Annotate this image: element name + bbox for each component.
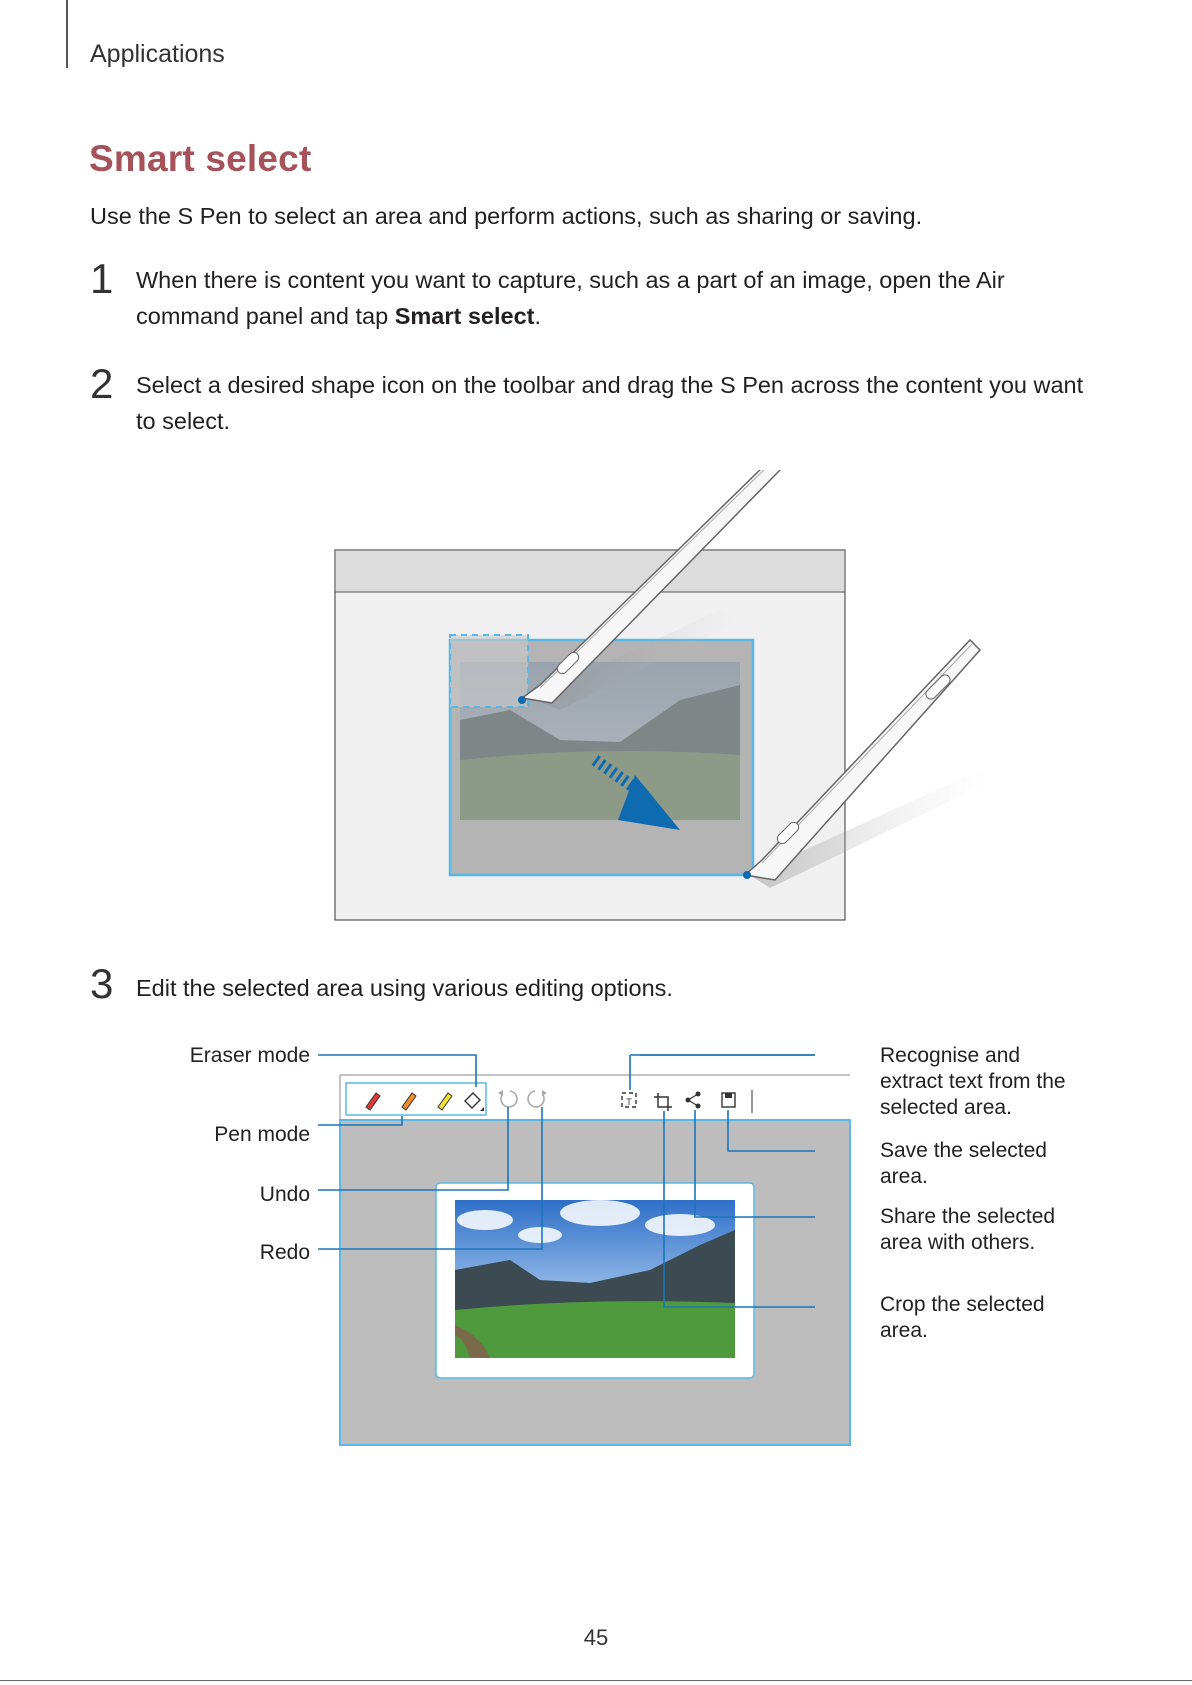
callout-pen-mode: Pen mode bbox=[214, 1123, 310, 1146]
pen-red-icon bbox=[366, 1093, 380, 1110]
page-number: 45 bbox=[583, 1625, 609, 1650]
pen-orange-icon bbox=[402, 1093, 416, 1110]
pen-yellow-icon bbox=[438, 1093, 452, 1110]
callout-share: Share the selected area with others. bbox=[880, 1205, 1056, 1254]
pen-mode-group bbox=[346, 1083, 486, 1115]
eraser-icon bbox=[465, 1093, 484, 1111]
step-number-1: 1 bbox=[90, 255, 114, 302]
undo-icon bbox=[498, 1090, 517, 1107]
step-text-2: Select a desired shape icon on the toolbar and drag the S Pen across the content you want to select. bbox=[136, 372, 1084, 434]
green-field bbox=[455, 1301, 735, 1358]
smart-select-term: Smart select bbox=[394, 303, 535, 329]
smart-select-illustration bbox=[300, 470, 1020, 930]
share-icon bbox=[686, 1092, 701, 1109]
callout-save: Save the selected area. bbox=[880, 1139, 1047, 1188]
intro-text: Use the S Pen to select an area and perform actions, such as sharing or saving. bbox=[90, 203, 923, 229]
grass-field bbox=[460, 751, 740, 820]
callout-eraser-mode: Eraser mode bbox=[189, 1044, 310, 1067]
redo-icon bbox=[528, 1090, 547, 1107]
step-text-1 bbox=[136, 262, 1086, 334]
step-1-text-start: When there is content you want to capture, such as a part of an image, open the Air command panel and tap bbox=[136, 267, 1005, 329]
dashed-start-selection bbox=[450, 635, 528, 707]
callout-undo: Undo bbox=[259, 1183, 310, 1206]
crop-icon bbox=[654, 1093, 672, 1111]
callout-crop: Crop the selected area. bbox=[880, 1293, 1045, 1342]
step-text-3: Edit the selected area using various editing options. bbox=[136, 975, 673, 1001]
step-1-text-end: . bbox=[534, 303, 541, 329]
save-icon bbox=[722, 1093, 735, 1107]
step-number-2: 2 bbox=[90, 360, 114, 407]
header-rule bbox=[66, 0, 68, 68]
step-number-3: 3 bbox=[90, 960, 114, 1007]
svg-text:T: T bbox=[626, 1097, 632, 1107]
page-title: Smart select bbox=[89, 138, 312, 179]
screen-toolbar bbox=[335, 550, 845, 592]
callout-recognise-text: Recognise and extract text from the selected area. bbox=[880, 1044, 1066, 1119]
section-label: Applications bbox=[90, 40, 225, 68]
callout-redo: Redo bbox=[259, 1241, 310, 1264]
bottom-rule bbox=[0, 1680, 1192, 1681]
extract-text-icon bbox=[622, 1093, 636, 1107]
